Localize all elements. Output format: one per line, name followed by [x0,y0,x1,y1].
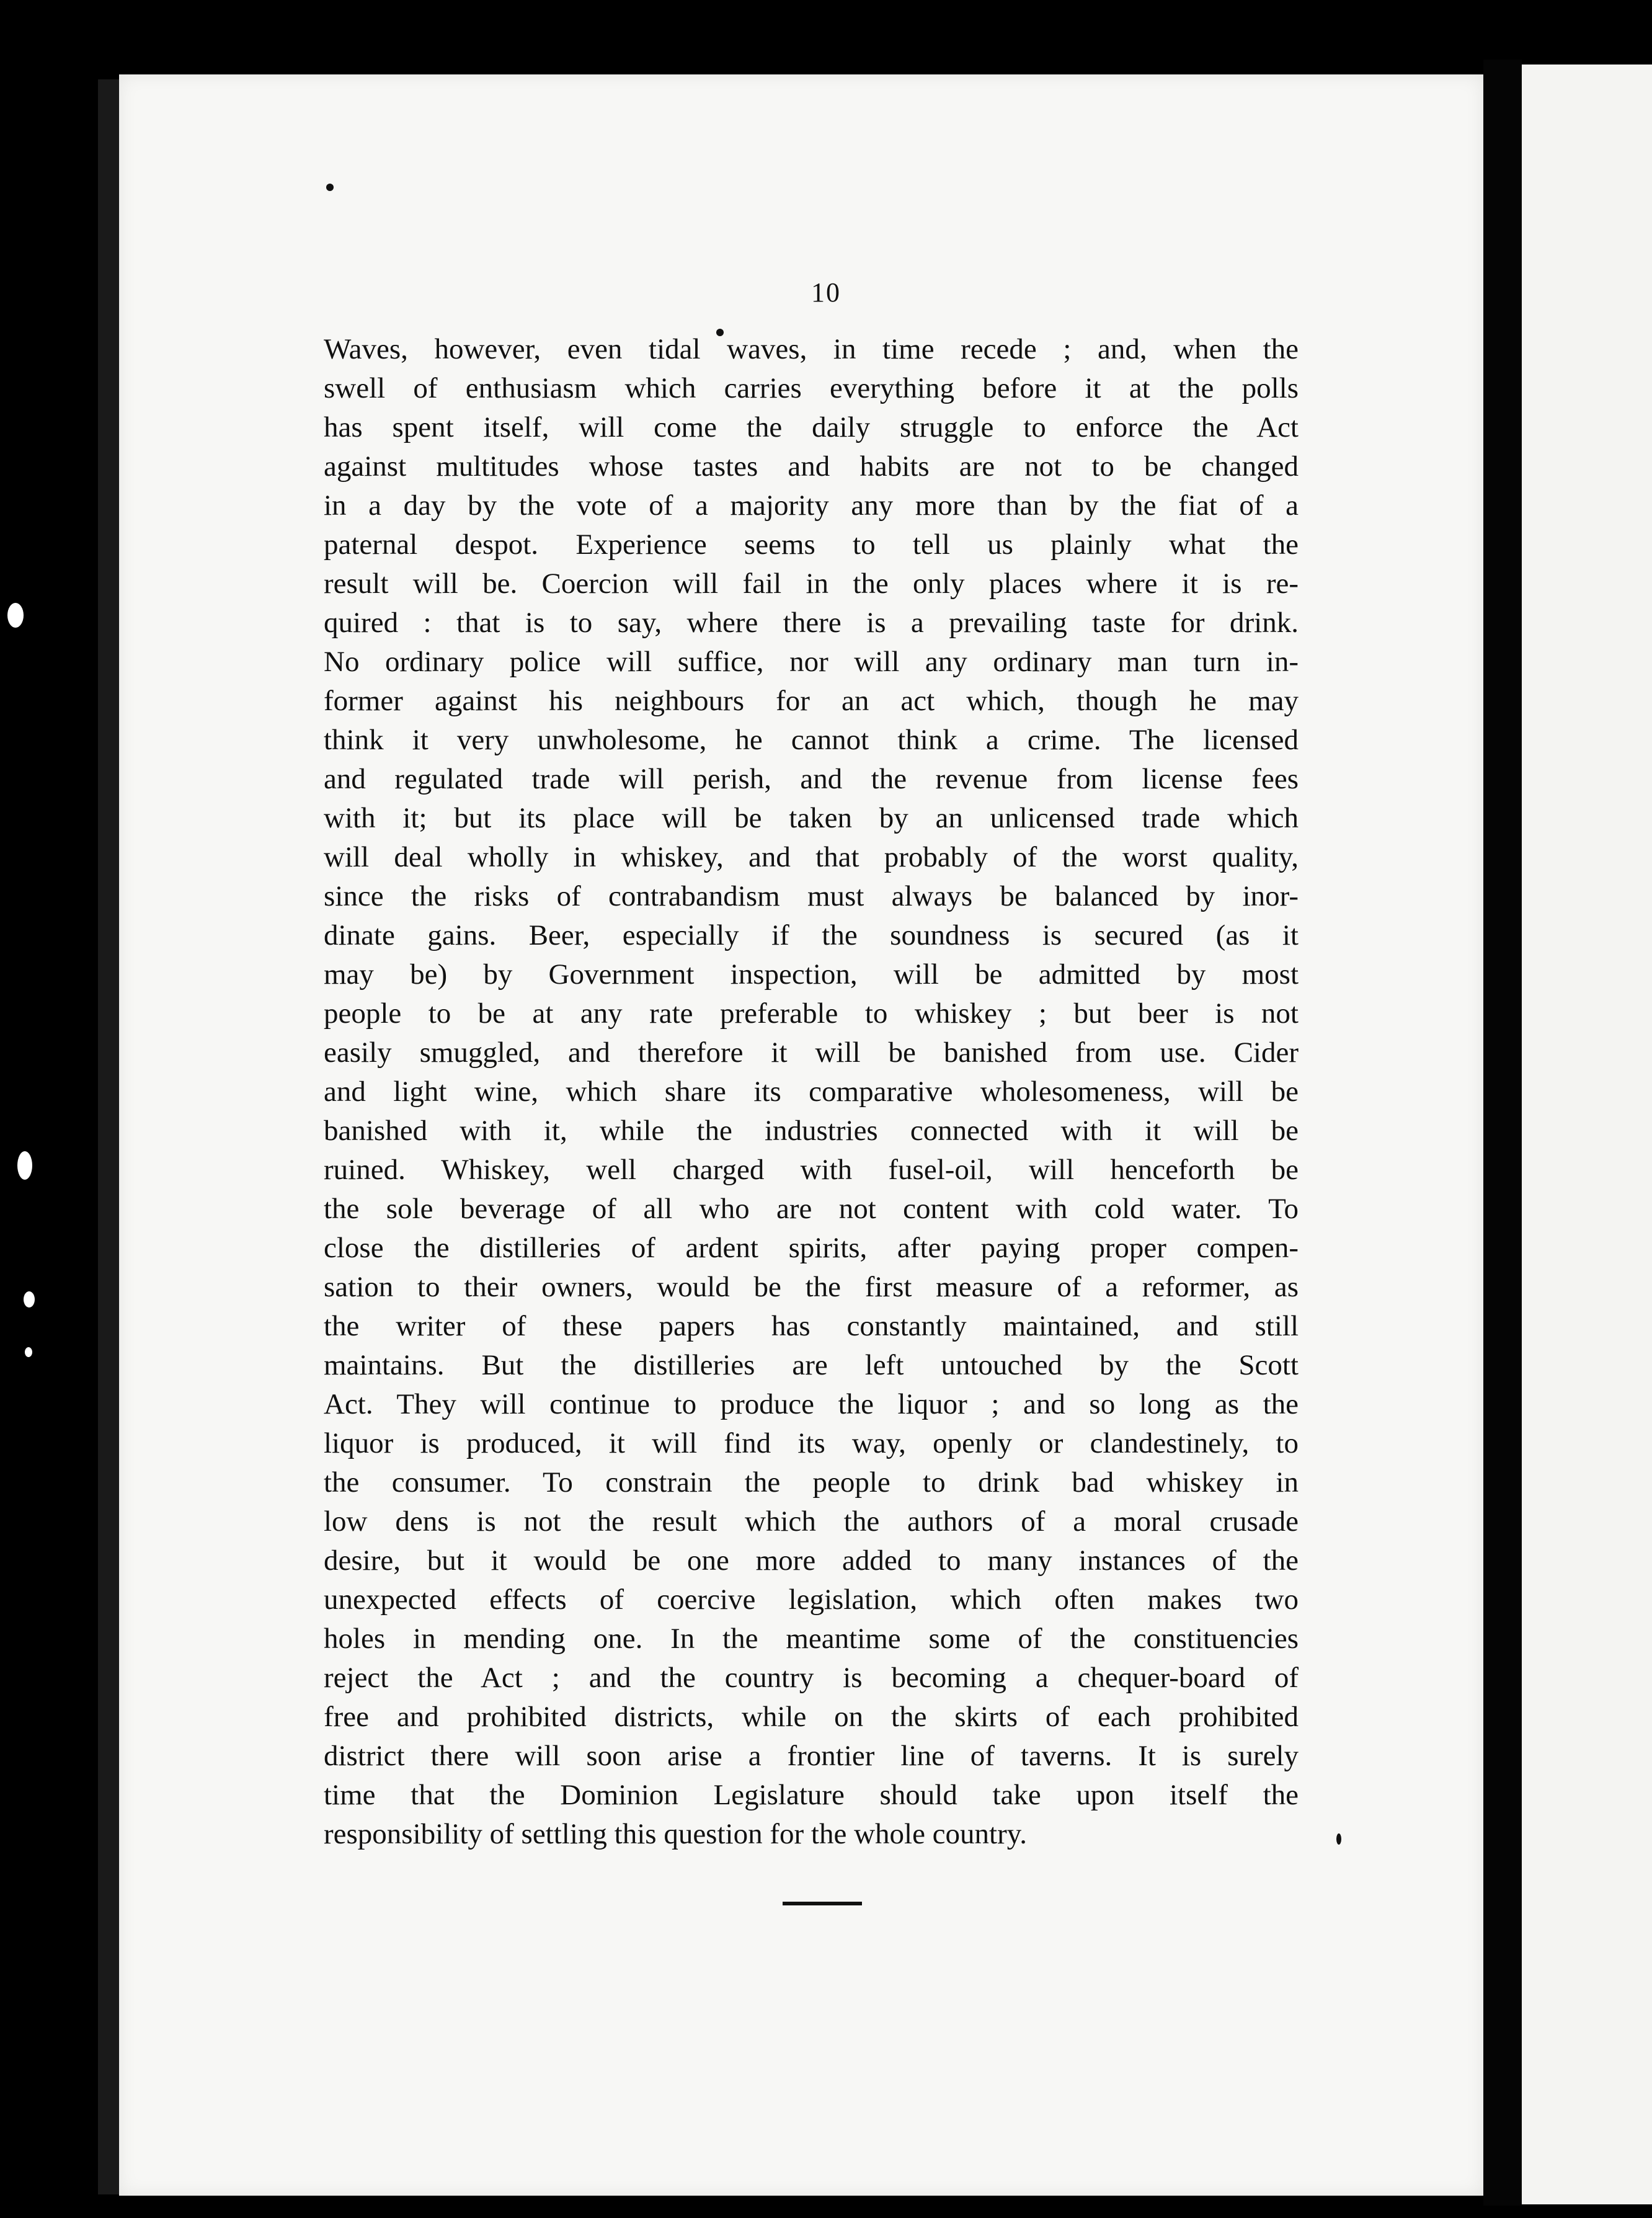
page-gutter [1483,60,1522,2206]
scan-mark [7,603,24,628]
scan-mark [25,1347,32,1357]
text-line: free and prohibited districts, while on the skirts of each prohibited [324,1701,1299,1733]
text-line: Act. They will continue to produce the liquor ; and so long as the [324,1388,1299,1420]
scan-mark [24,1291,35,1307]
text-line: will deal wholly in whiskey, and that probably of the worst quality, [324,841,1299,873]
text-line: liquor is produced, it will find its way, openly or clandestinely, to [324,1427,1299,1459]
text-line: has spent itself, will come the daily struggle to enforce the Act [324,411,1299,443]
text-line: district there will soon arise a frontier line of taverns. It is surely [324,1740,1299,1772]
text-line: the writer of these papers has constantly maintained, and still [324,1310,1299,1342]
text-line: people to be at any rate preferable to whiskey ; but beer is not [324,997,1299,1030]
text-line: maintains. But the distilleries are left untouched by the Scott [324,1349,1299,1381]
text-line: holes in mending one. In the meantime some of the constituencies [324,1623,1299,1655]
body-text [324,330,1299,1854]
text-line: dinate gains. Beer, especially if the soundness is secured (as it [324,919,1299,951]
text-line: banished with it, while the industries connected with it will be [324,1115,1299,1147]
page-speck [326,184,334,191]
text-line: with it; but its place will be taken by an unlicensed trade which [324,802,1299,834]
text-line: former against his neighbours for an act which, though he may [324,685,1299,717]
text-line: time that the Dominion Legislature should take upon itself the [324,1779,1299,1811]
text-line: desire, but it would be one more added to many instances of the [324,1544,1299,1577]
text-line: swell of enthusiasm which carries everything before it at the polls [324,372,1299,404]
text-line: paternal despot. Experience seems to tell us plainly what the [324,528,1299,561]
page-number: 10 [811,277,841,308]
text-line: responsibility of settling this question for the whole country. [324,1818,1027,1850]
text-line: and light wine, which share its comparative wholesomeness, will be [324,1076,1299,1108]
text-line: sation to their owners, would be the first measure of a reformer, as [324,1271,1299,1303]
text-line: easily smuggled, and therefore it will be banished from use. Cider [324,1036,1299,1069]
text-line: and regulated trade will perish, and the revenue from license fees [324,763,1299,795]
text-line: against multitudes whose tastes and habits are not to be changed [324,450,1299,483]
text-line: think it very unwholesome, he cannot think a crime. The licensed [324,724,1299,756]
scan-mark [17,1151,32,1180]
text-line: since the risks of contrabandism must always be balanced by inor- [324,880,1299,912]
facing-page-edge [1522,65,1652,2204]
text-line: may be) by Government inspection, will be admitted by most [324,958,1299,991]
text-line: result will be. Coercion will fail in the only places where it is re- [324,568,1299,600]
text-line: No ordinary police will suffice, nor will any ordinary man turn in- [324,646,1299,678]
text-line: the sole beverage of all who are not content with cold water. To [324,1193,1299,1225]
text-line: quired : that is to say, where there is a prevailing taste for drink. [324,607,1299,639]
text-line: ruined. Whiskey, well charged with fusel-oil, will henceforth be [324,1154,1299,1186]
text-line: reject the Act ; and the country is becoming a chequer-board of [324,1662,1299,1694]
text-line: unexpected effects of coercive legislation, which often makes two [324,1583,1299,1616]
page-speck [1336,1833,1341,1845]
text-line: Waves, however, even tidal waves, in time recede ; and, when the [324,333,1299,365]
text-line: close the distilleries of ardent spirits, after paying proper compen- [324,1232,1299,1264]
text-line: the consumer. To constrain the people to drink bad whiskey in [324,1466,1299,1499]
text-line: in a day by the vote of a majority any more than by the fiat of a [324,489,1299,522]
text-line: low dens is not the result which the authors of a moral crusade [324,1505,1299,1538]
section-end-rule [783,1902,862,1905]
